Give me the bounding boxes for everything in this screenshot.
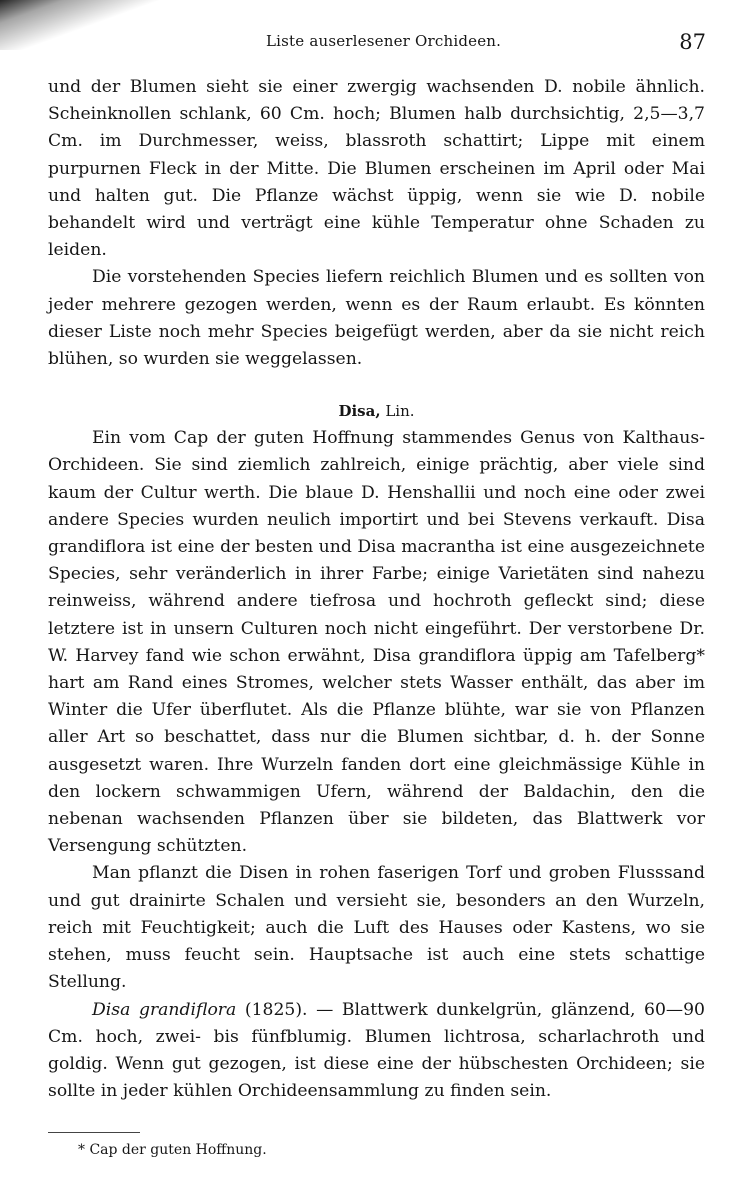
species-name: Disa grandiflora — [92, 999, 237, 1020]
body-paragraph-1: und der Blumen sieht sie einer zwergig wachsenden D. nobile ähnlich. Scheinknollen schlank, 60 Cm. hoch; Blumen halb durchsichtig, 2,5—3,7 Cm. im Durchmesser, weiss, blassroth schattirt; Lippe mit einem purpurnen Fleck in der Mitte. Die Blumen erscheinen im April oder Mai und halten gut. Die Pflanze wächst üppig, wenn sie wie D. nobile behandelt wird und verträgt eine kühle Temperatur ohne Schaden zu leiden. — [48, 77, 705, 261]
species-description: — Blattwerk dunkelgrün, glänzend, 60—90 Cm. hoch, zwei- bis fünfblumig. Blumen lichtrosa, scharlachroth und goldig. Wenn gut gezogen, ist diese eine der hübschesten Orchideen; sie sollte in jeder kühlen Orchideensammlung zu finden sein. — [48, 999, 705, 1102]
species-year: (1825). — [244, 999, 308, 1020]
disa-paragraph-2: Man pflanzt die Disen in rohen faserigen Torf und groben Flusssand und gut drainirte Schalen und versieht sie, besonders an den Wurzeln, reich mit Feuchtigkeit; auch die Luft des Hauses oder Kastens, wo sie stehen, muss feucht sein. Hauptsache ist auch eine stets schattige Stellung. — [48, 863, 705, 993]
disa-paragraph-1: Ein vom Cap der guten Hoffnung stammendes Genus von Kalthaus-Orchideen. Sie sind ziemlich zahlreich, einige prächtig, aber viele sind kaum der Cultur werth. Die blaue D. Henshallii und noch eine oder zwei andere Species wurden neulich importirt und bei Stevens verkauft. Disa grandiflora ist eine der besten und Disa macrantha ist eine ausgezeichnete Species, sehr veränderlich in ihrer Farbe; einige Varietäten sind nahezu reinweiss, während andere tiefrosa und hochroth gefleckt sind; diese letztere ist in unsern Culturen noch nicht eingeführt. Der verstorbene Dr. W. Harvey fand wie schon erwähnt, Disa grandiflora üppig am Tafelberg* hart am Rand eines Stromes, welcher stets Wasser enthält, das aber im Winter die Ufer überflutet. Als die Pflanze blühte, war sie von Pflanzen aller Art so beschattet, dass nur die Blumen sichtbar, d. h. der Sonne ausgesetzt waren. Ihre Wurzeln fanden dort eine gleichmässige Kühle in den lockern schwammigen Ufern, während der Baldachin, den die nebenan wachsenden Pflanzen über sie bildeten, das Blattwerk vor Versengung schützten. — [48, 428, 705, 857]
genus-name: Disa, — [338, 402, 381, 421]
body-paragraph-2: Die vorstehenden Species liefern reichlich Blumen und es sollten von jeder mehrere gezogen werden, wenn es der Raum erlaubt. Es könnten dieser Liste noch mehr Species beigefügt werden, aber da sie nicht reich blühen, so wurden sie weggelassen. — [48, 267, 705, 370]
footnote: * Cap der guten Hoffnung. — [78, 1142, 267, 1158]
page-body — [48, 74, 705, 1105]
species-entry-disa-grandiflora — [48, 997, 705, 1106]
genus-author: Lin. — [385, 402, 415, 421]
footnote-divider — [48, 1132, 140, 1133]
page-number: 87 — [679, 30, 706, 54]
running-title: Liste auserlesener Orchideen. — [266, 32, 502, 50]
page-header — [48, 32, 706, 60]
section-heading-disa — [48, 399, 705, 423]
